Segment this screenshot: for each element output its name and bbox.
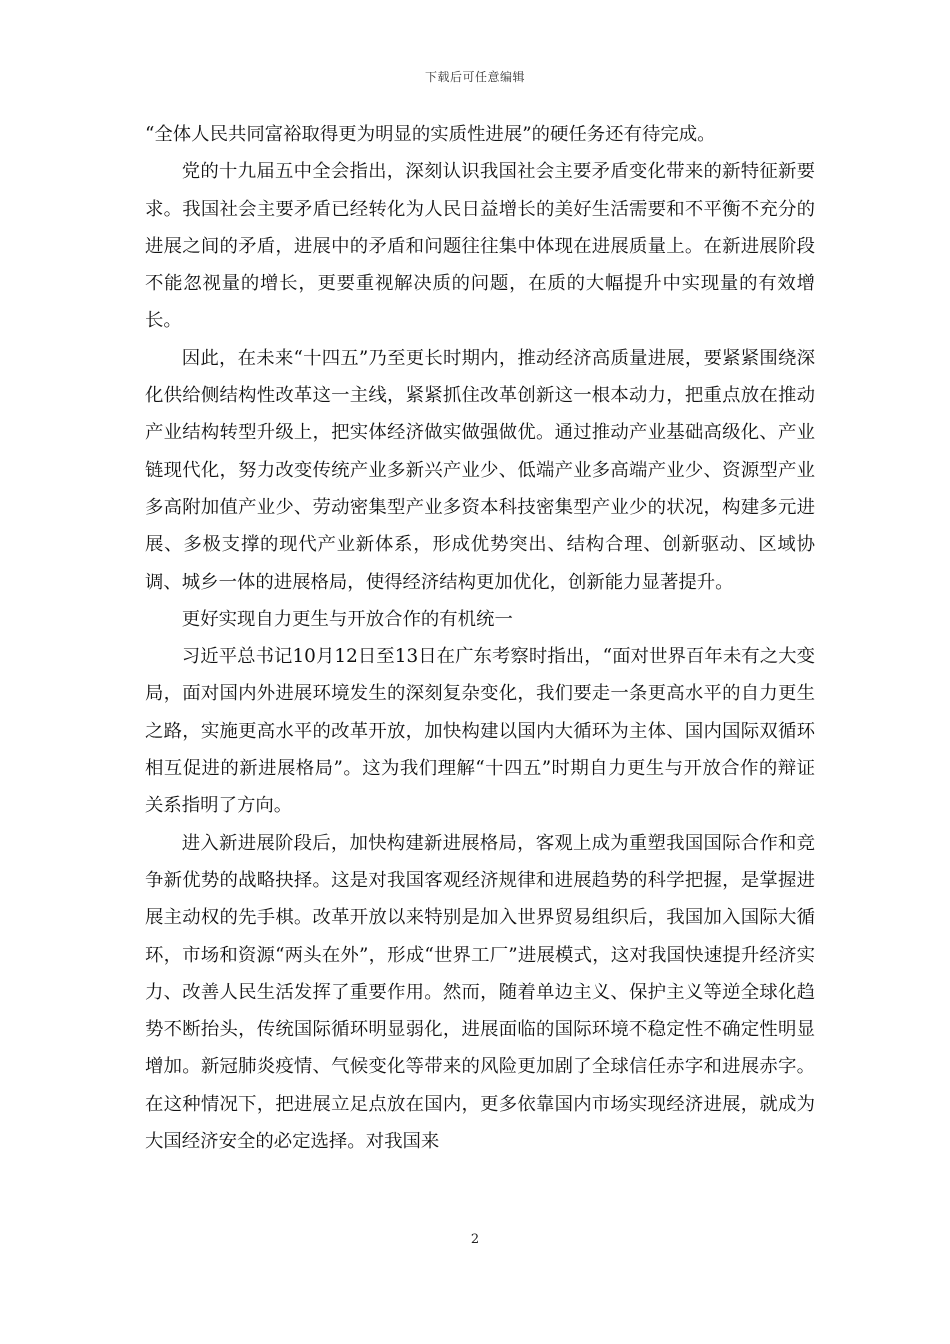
page-header: 下载后可任意编辑 xyxy=(424,70,525,84)
paragraph-3: 因此，在未来“十四五”乃至更长时期内，推动经济高质量进展，要紧紧围绕深化供给侧结构性改革这一主线，紧紧抓住改革创新这一根本动力，把重点放在推动产业结构转型升级上，把实体经济做实做强做优。通过推动产业基础高级化、产业链现代化，努力改变传统产业多新兴产业少、低端产业多高端产业少、资源型产业多高附加值产业少、劳动密集型产业多资本科技密集型产业少的状况，构建多元进展、多极支撑的现代产业新体系，形成优势突出、结构合理、创新驱动、区域协调、城乡一体的进展格局，使得经济结构更加优化，创新能力显著提升。 xyxy=(145,347,815,593)
paragraph-4: 习近平总书记10月12日至13日在广东考察时指出，“面对世界百年未有之大变局，面对国内外进展环境发生的深刻复杂变化，我们要走一条更高水平的自力更生之路，实施更高水平的改革开放，加快构建以国内大循环为主体、国内国际双循环相互促进的新进展格局”。这为我们理解“十四五”时期自力更生与开放合作的辩证关系指明了方向。 xyxy=(145,646,815,817)
document-body xyxy=(145,116,815,1160)
page-number: 2 xyxy=(470,1232,480,1247)
paragraph-1: “全体人民共同富裕取得更为明显的实质性进展”的硬任务还有待完成。 xyxy=(145,124,716,145)
paragraph-2: 党的十九届五中全会指出，深刻认识我国社会主要矛盾变化带来的新特征新要求。我国社会主要矛盾已经转化为人民日益增长的美好生活需要和不平衡不充分的进展之间的矛盾，进展中的矛盾和问题往往集中体现在进展质量上。在新进展阶段不能忽视量的增长，更要重视解决质的问题，在质的大幅提升中实现量的有效增长。 xyxy=(145,161,815,332)
paragraph-5: 进入新进展阶段后，加快构建新进展格局，客观上成为重塑我国国际合作和竞争新优势的战略抉择。这是对我国客观经济规律和进展趋势的科学把握，是掌握进展主动权的先手棋。改革开放以来特别是加入世界贸易组织后，我国加入国际大循环，市场和资源“两头在外”，形成“世界工厂”进展模式，这对我国快速提升经济实力、改善人民生活发挥了重要作用。然而，随着单边主义、保护主义等逆全球化趋势不断抬头，传统国际循环明显弱化，进展面临的国际环境不稳定性不确定性明显增加。新冠肺炎疫情、气候变化等带来的风险更加剧了全球信任赤字和进展赤字。在这种情况下，把进展立足点放在国内，更多依靠国内市场实现经济进展，就成为大国经济安全的必定选择。对我国来 xyxy=(145,832,815,1153)
section-heading: 更好实现自力更生与开放合作的有机统一 xyxy=(181,608,513,630)
